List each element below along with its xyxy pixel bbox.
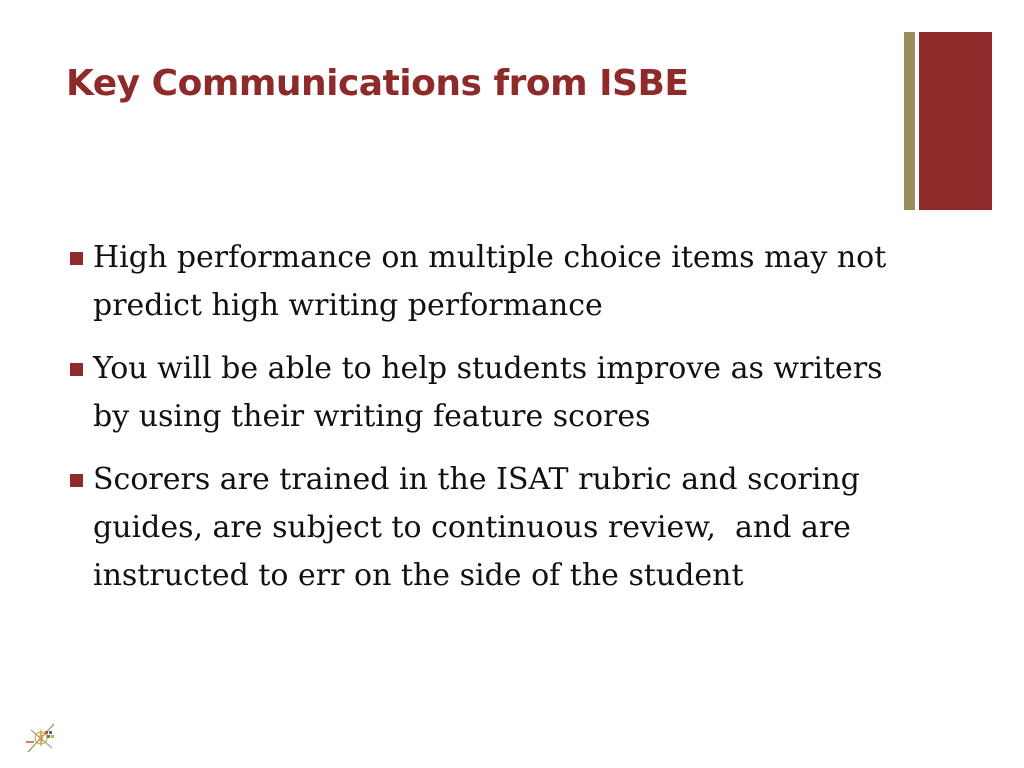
bullet-item <box>70 234 900 330</box>
square-bullet-icon <box>70 474 83 487</box>
bullet-text: You will be able to help students improve as writers by using their writing feature scores <box>93 351 893 434</box>
slide-title: Key Communications from ISBE <box>66 63 689 104</box>
bullet-list <box>70 234 900 615</box>
bullet-text: Scorers are trained in the ISAT rubric and scoring guides, are subject to continuous review, and are instructed to err on the side of the student <box>93 462 870 593</box>
bullet-item <box>70 456 900 600</box>
compass-logo-icon <box>24 716 58 756</box>
accent-bar-red <box>919 32 992 210</box>
bullet-text: High performance on multiple choice items may not predict high writing performance <box>93 240 896 323</box>
square-bullet-icon <box>70 252 83 265</box>
accent-bar-gold <box>904 32 915 210</box>
square-bullet-icon <box>70 363 83 376</box>
bullet-item <box>70 345 900 441</box>
